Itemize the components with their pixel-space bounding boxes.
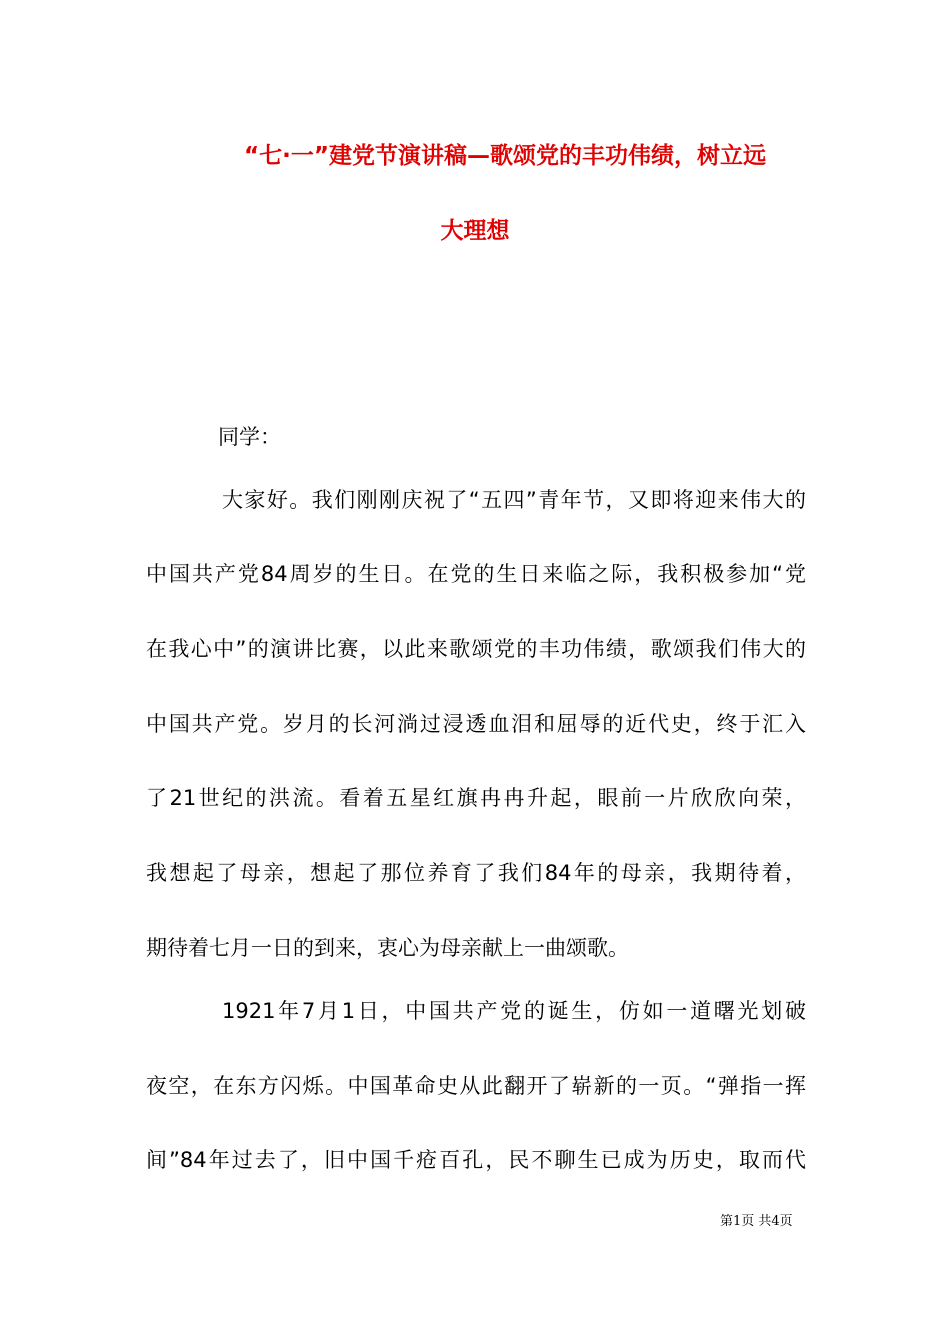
paragraph-line: 了21世纪的洪流。看着五星红旗冉冉升起，眼前一片欣欣向荣，	[146, 786, 806, 810]
paragraph-line: 夜空，在东方闪烁。中国革命史从此翻开了崭新的一页。“弹指一挥	[146, 1074, 806, 1098]
document-title-line-1: “七·一”建党节演讲稿—歌颂党的丰功伟绩，树立远	[244, 143, 766, 169]
page-number-footer: 第1页 共4页	[720, 1214, 793, 1229]
paragraph-line: 中国共产党。岁月的长河淌过浸透血泪和屈辱的近代史，终于汇入	[146, 712, 806, 736]
paragraph-line: 我想起了母亲，想起了那位养育了我们84年的母亲，我期待着，	[146, 861, 806, 885]
paragraph-line: 期待着七月一日的到来，衷心为母亲献上一曲颂歌。	[146, 936, 629, 960]
paragraph-line: 在我心中”的演讲比赛，以此来歌颂党的丰功伟绩，歌颂我们伟大的	[146, 637, 806, 661]
paragraph-line: 1921年7月1日，中国共产党的诞生，仿如一道曙光划破	[222, 999, 806, 1023]
paragraph-line: 中国共产党84周岁的生日。在党的生日来临之际，我积极参加“党	[146, 562, 806, 586]
document-title-line-2: 大理想	[440, 218, 510, 244]
paragraph-line: 间”84年过去了，旧中国千疮百孔，民不聊生已成为历史，取而代	[146, 1148, 806, 1172]
greeting: 同学：	[218, 425, 281, 449]
paragraph-line: 大家好。我们刚刚庆祝了“五四”青年节，又即将迎来伟大的	[222, 488, 806, 512]
